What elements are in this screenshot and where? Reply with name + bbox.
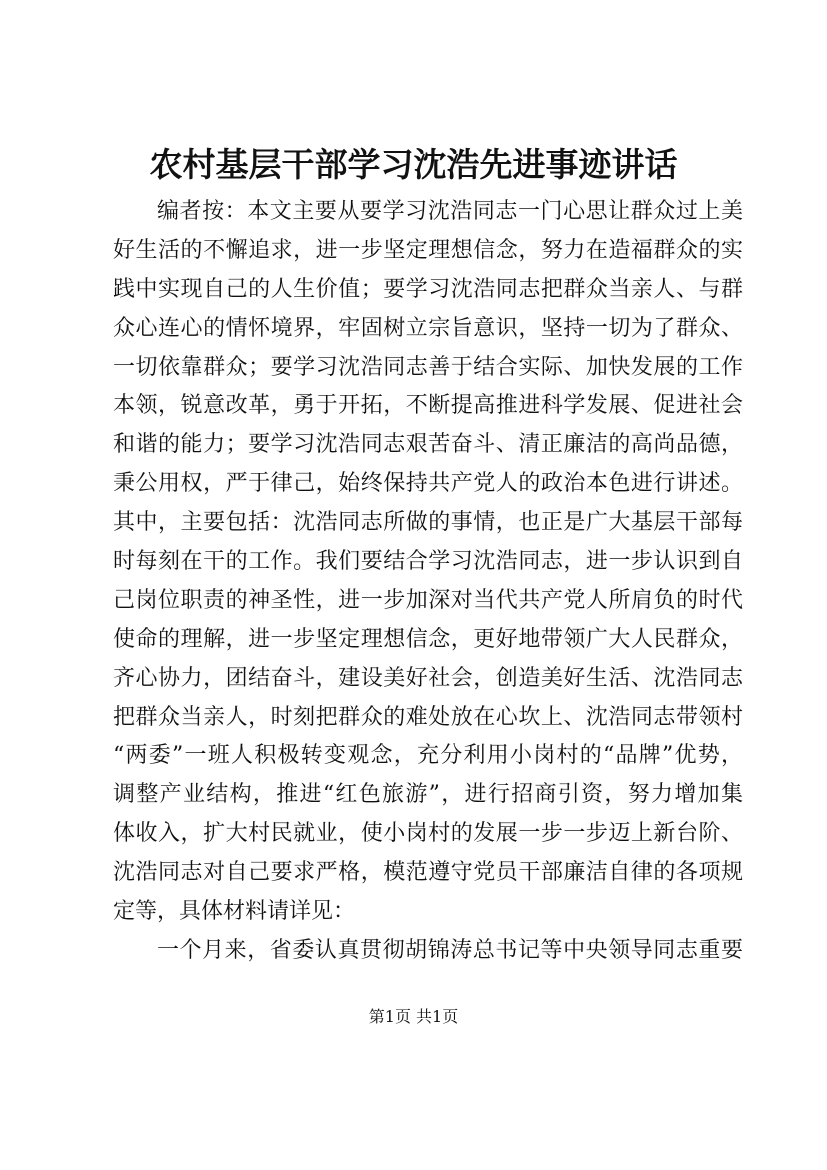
body-line: 众心连心的情怀境界，牢固树立宗旨意识，坚持一切为了群众、 [113,315,743,341]
body-line: 沈浩同志对自己要求严格，模范遵守党员干部廉洁自律的各项规 [113,860,743,886]
page-footer: 第1页 共1页 [368,1007,459,1026]
body-line: 本领，锐意改革，勇于开拓，不断提高推进科学发展、促进社会 [113,393,743,419]
body-line: 好生活的不懈追求，进一步坚定理想信念，努力在造福群众的实 [113,237,743,263]
body-line: 调整产业结构，推进“红色旅游”，进行招商引资，努力增加集 [113,782,743,808]
body-line: 己岗位职责的神圣性，进一步加深对当代共产党人所肩负的时代 [113,587,743,613]
body-line: 体收入，扩大村民就业，使小岗村的发展一步一步迈上新台阶、 [113,821,743,847]
body-line: 践中实现自己的人生价值；要学习沈浩同志把群众当亲人、与群 [113,276,743,302]
body-line: 把群众当亲人，时刻把群众的难处放在心坎上、沈浩同志带领村 [113,704,743,730]
body-line: 编者按：本文主要从要学习沈浩同志一门心思让群众过上美 [157,199,743,224]
document-title: 农村基层干部学习沈浩先进事迹讲话 [149,145,678,184]
body-line: 一切依靠群众；要学习沈浩同志善于结合实际、加快发展的工作 [113,354,743,380]
body-line: 定等，具体材料请详见： [113,899,356,925]
body-line: 其中，主要包括：沈浩同志所做的事情，也正是广大基层干部每 [113,510,743,536]
body-line: 秉公用权，严于律己，始终保持共产党人的政治本色进行讲述。 [113,471,743,497]
body-line: “两委”一班人积极转变观念，充分利用小岗村的“品牌”优势， [113,743,743,769]
body-line: 齐心协力，团结奋斗，建设美好社会，创造美好生活、沈浩同志 [113,665,743,691]
body-line: 一个月来，省委认真贯彻胡锦涛总书记等中央领导同志重要 [157,937,743,963]
body-line: 和谐的能力；要学习沈浩同志艰苦奋斗、清正廉洁的高尚品德， [113,432,743,458]
body-line: 时每刻在干的工作。我们要结合学习沈浩同志，进一步认识到自 [113,549,743,575]
body-line: 使命的理解，进一步坚定理想信念，更好地带领广大人民群众， [113,626,743,652]
document-body [113,193,743,971]
